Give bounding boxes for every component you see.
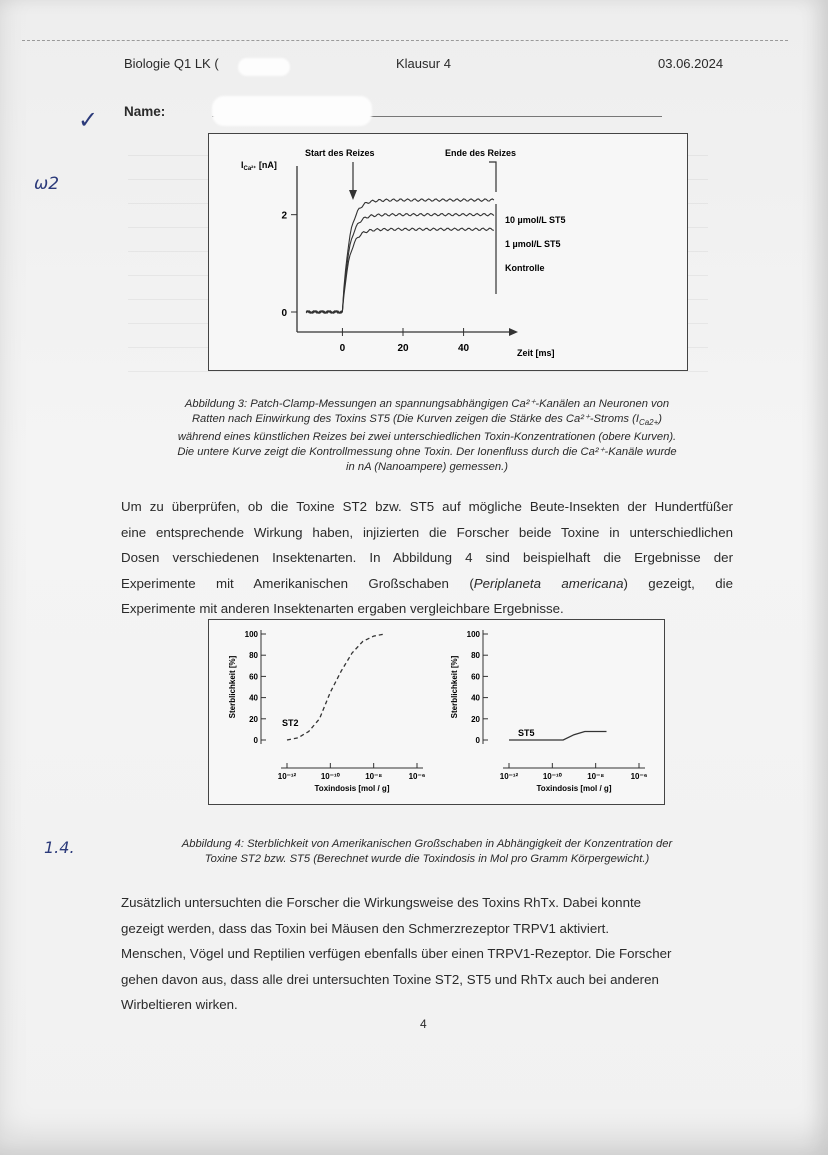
curve-label-1umol: 1 µmol/L ST5 [505,239,561,249]
x-tick-label: 20 [397,343,409,354]
figure-3-box [208,133,688,371]
y-tick-label: 100 [466,630,480,639]
exam-date: 03.06.2024 [658,56,724,71]
y-tick-label: 100 [244,630,258,639]
y-axis-label: Sterblichkeit [%] [228,655,237,719]
caption-3-line-5: in nA (Nanoampere) gemessen.) [346,461,508,474]
caption-3-line-4: Die untere Kurve zeigt die Kontrollmessung ohne Toxin. Der Ionenfluss durch die Ca²⁺-Kanäle wurde [177,446,677,459]
page-number: 4 [420,1017,427,1031]
x-tick-label: 10⁻⁶ [630,772,648,781]
para1-line: eine entsprechende Wirkung haben, injizierten die Forscher beide Toxine in unterschiedlichen [121,524,733,540]
series-label: ST5 [518,728,535,738]
para2-line: gezeigt werden, dass das Toxin bei Mäusen den Schmerzrezeptor TRPV1 aktiviert. [121,920,610,936]
x-tick-label: 40 [458,343,470,354]
y-axis-label: $I_{Ca^{2+}}$ [nA] [241,160,277,172]
caption-4-line-1: Abbildung 4: Sterblichkeit von Amerikanischen Großschaben in Abhängigkeit der Konzentration der [181,838,673,850]
y-tick-label: 2 [281,210,287,222]
top-rule [22,40,788,41]
para2-line: Wirbeltieren wirken. [121,997,238,1012]
redaction-course [238,58,290,76]
caption-3-line-2: Ratten nach Einwirkung des Toxins ST5 (Die Kurven zeigen die Stärke des Ca²⁺-Stroms $(I_{Ca2+})$ [191,413,663,428]
y-tick-label: 80 [249,651,258,661]
figure-3-caption [110,397,744,475]
y-tick-label: 20 [471,714,480,724]
x-tick-label: 10⁻⁸ [587,772,605,781]
y-tick-label: 20 [249,714,258,724]
x-tick-label: 10⁻¹⁰ [320,772,340,781]
exam-title: Klausur 4 [396,56,451,71]
caption-4-line-2: Toxine ST2 bzw. ST5 (Berechnet wurde die Toxindosis in Mol pro Gramm Körpergewicht.) [204,853,650,865]
y-tick-label: 60 [471,672,480,682]
start-arrow-head [349,190,357,200]
margin-note-points-a: ω2 [34,174,60,194]
margin-note-points-b: 1.4. [44,838,75,857]
y-tick-label: 60 [249,672,258,682]
start-stimulus-label: Start des Reizes [305,148,375,158]
y-tick-label: 80 [471,651,480,661]
para2-line: gehen davon aus, dass alle drei untersuchten Toxine ST2, ST5 und RhTx auch bei anderen [121,971,659,987]
y-tick-label: 40 [249,693,258,703]
course-label: Biologie Q1 LK ( [124,56,219,71]
curve-2 [306,214,494,314]
para1-line: Um zu überprüfen, ob die Toxine ST2 bzw. ST5 auf mögliche Beute-Insekten der Hundertfüßer [121,499,733,514]
x-tick-label: 10⁻¹² [499,772,519,781]
para2-line: Zusätzlich untersuchten die Forscher die Wirkungsweise des Toxins RhTx. Dabei konnte [121,895,642,910]
end-marker [489,162,496,192]
figure-3-chart [209,134,687,370]
para1-line: Experimente mit Amerikanischen Großschaben (Periplaneta americana) gezeigt, die [121,575,733,591]
x-axis-label: Toxindosis [mol / g] [314,784,390,793]
x-axis-label: Zeit [ms] [517,348,555,358]
para2-line: Menschen, Vögel und Reptilien verfügen ebenfalls über einen TRPV1-Rezeptor. Die Forscher [121,946,672,961]
paragraph-1 [121,494,733,622]
para1-line: Dosen verschiedenen Insektenarten. In Abbildung 4 sind beispielhaft die Ergebnisse der [121,550,733,565]
end-stimulus-label: Ende des Reizes [445,148,517,158]
x-tick-label: 10⁻¹² [277,772,297,781]
figure-4-caption [110,837,744,867]
x-tick-label: 10⁻¹⁰ [542,772,562,781]
caption-3-line-3: während eines künstlichen Reizes bei zwei unterschiedlichen Toxin-Konzentrationen (obere Kurven). [177,431,677,444]
name-label: Name: [124,104,166,119]
figure-4-chart [209,620,664,804]
para1-line: Experimente mit anderen Insektenarten ergaben vergleichbare Ergebnisse. [121,601,564,616]
redaction-name [212,96,372,126]
y-tick-label: 0 [281,308,287,319]
figure-4-box [208,619,665,805]
series-st2 [287,634,385,740]
caption-3-line-1: Abbildung 3: Patch-Clamp-Messungen an spannungsabhängigen Ca²⁺-Kanälen an Neuronen von [184,398,670,410]
y-tick-label: 0 [253,736,258,745]
x-tick-label: 0 [339,343,346,354]
y-tick-label: 0 [475,736,480,745]
curve-label-control: Kontrolle [505,263,545,273]
x-axis-arrow [509,328,518,336]
checkmark-note: ✓ [78,106,99,134]
series-label: ST2 [282,718,299,728]
x-tick-label: 10⁻⁶ [408,772,426,781]
x-tick-label: 10⁻⁸ [365,772,383,781]
paragraph-2 [121,890,733,1018]
curve-3 [306,228,494,313]
y-axis-label: Sterblichkeit [%] [450,655,459,719]
curve-label-10umol: 10 µmol/L ST5 [505,215,566,225]
x-axis-label: Toxindosis [mol / g] [536,784,612,793]
y-tick-label: 40 [471,693,480,703]
